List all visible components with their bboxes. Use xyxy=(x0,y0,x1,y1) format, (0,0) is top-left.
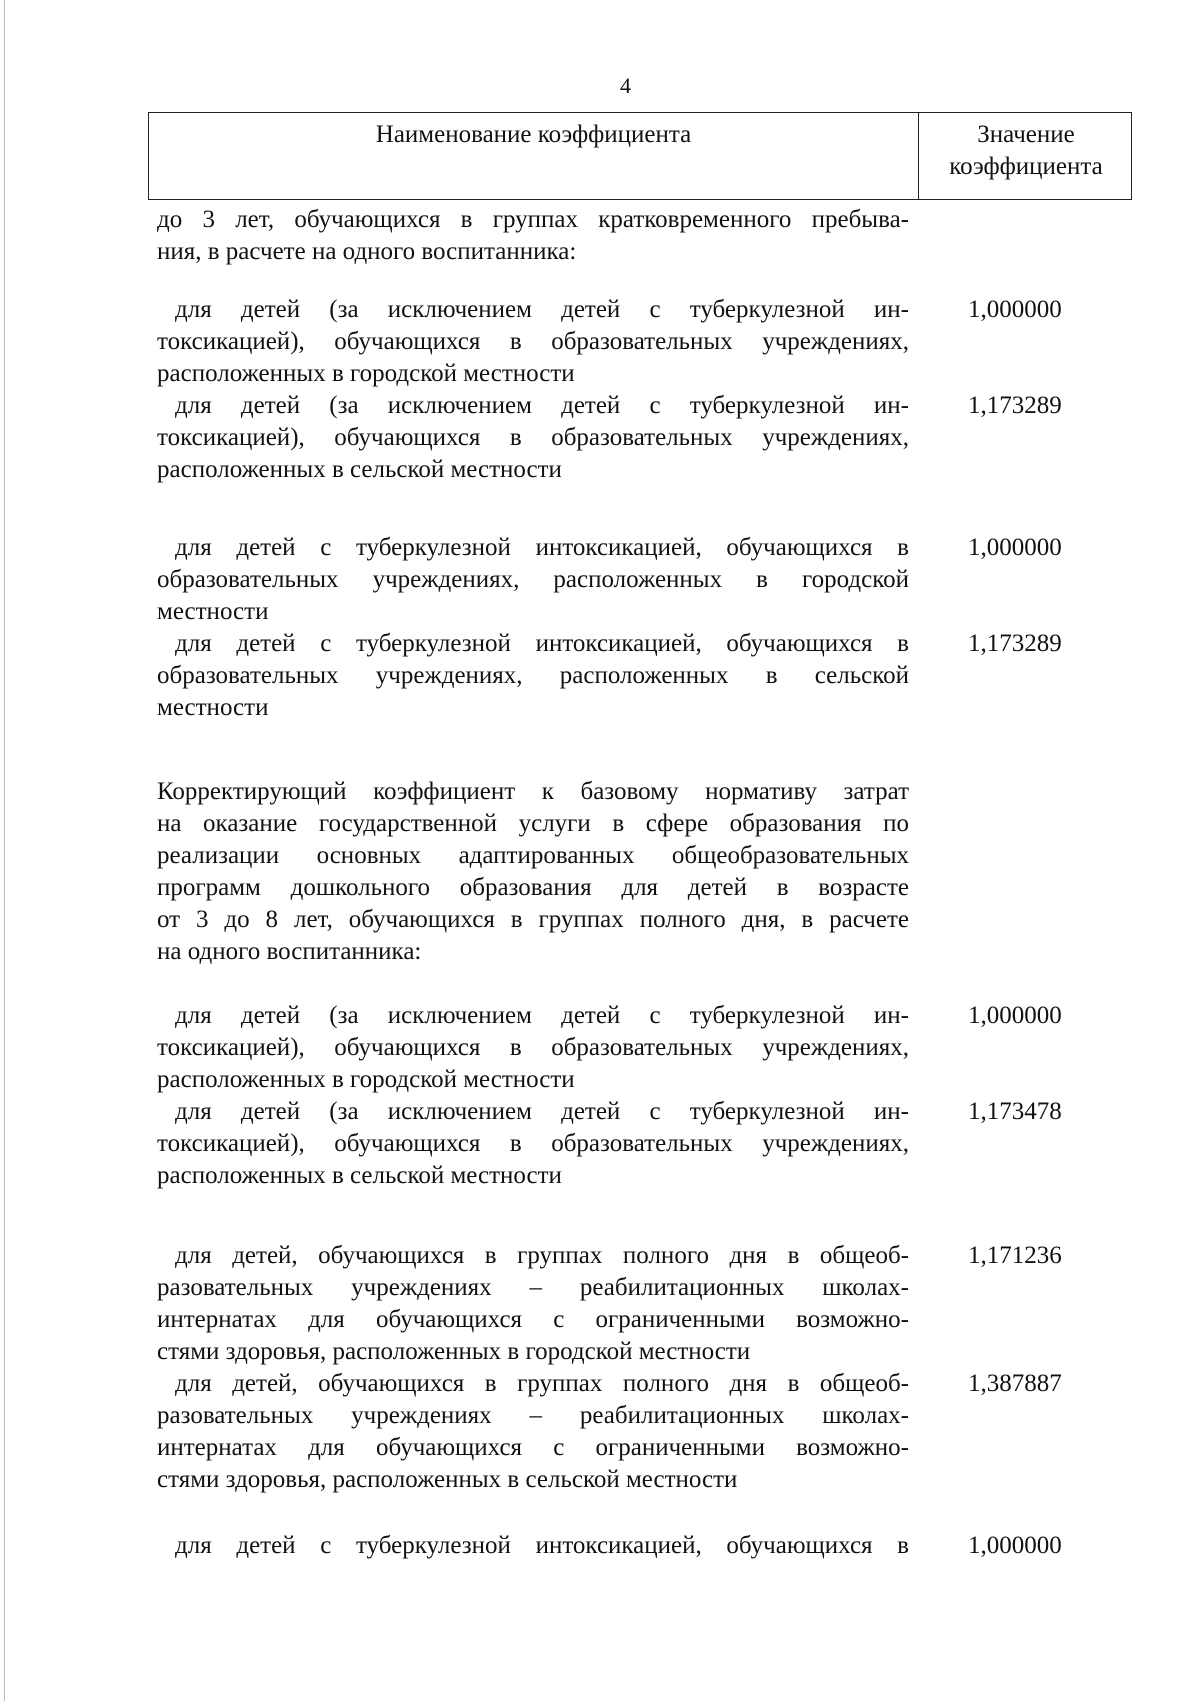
coefficient-row xyxy=(157,1000,909,1096)
coefficient-value: 1,000000 xyxy=(968,1002,1062,1029)
row-text-line: токсикацией), обучающихся в образовательных учреждениях, xyxy=(157,424,909,451)
row-text-line: для детей, обучающихся в группах полного дня в общеоб- xyxy=(175,1242,909,1269)
coefficient-value: 1,000000 xyxy=(968,1532,1062,1559)
coefficient-row xyxy=(157,1530,909,1562)
row-text-line: расположенных в городской местности xyxy=(157,1066,575,1093)
coefficient-row xyxy=(157,532,909,628)
header-value-line2: коэффициента xyxy=(949,153,1103,180)
coefficient-row xyxy=(157,390,909,486)
coefficient-row xyxy=(157,1240,909,1368)
row-text-line: местности xyxy=(157,598,269,625)
coefficient-row xyxy=(157,1096,909,1192)
row-text-line: для детей, обучающихся в группах полного дня в общеоб- xyxy=(175,1370,909,1397)
coefficient-value: 1,173289 xyxy=(968,630,1062,657)
row-text-line: интернатах для обучающихся с ограниченными возможно- xyxy=(157,1306,909,1333)
row-text-line: для детей (за исключением детей с туберкулезной ин- xyxy=(175,1002,909,1029)
row-text-line: токсикацией), обучающихся в образовательных учреждениях, xyxy=(157,1034,909,1061)
row-text-line: для детей с туберкулезной интоксикацией, обучающихся в xyxy=(175,1532,909,1559)
coefficient-row xyxy=(157,628,909,724)
row-text-line: образовательных учреждениях, расположенных в городской xyxy=(157,566,909,593)
row-text-line: разовательных учреждениях – реабилитационных школах- xyxy=(157,1402,909,1429)
row-text-line: для детей (за исключением детей с туберкулезной ин- xyxy=(175,1098,909,1125)
section-paragraph xyxy=(157,776,909,968)
header-value-column xyxy=(919,113,1133,205)
paragraph-line: Корректирующий коэффициент к базовому нормативу затрат xyxy=(157,778,909,805)
paragraph-line: программ дошкольного образования для детей в возрасте xyxy=(157,874,909,901)
coefficient-value: 1,173289 xyxy=(968,392,1062,419)
coefficient-value: 1,000000 xyxy=(968,534,1062,561)
row-text-line: для детей с туберкулезной интоксикацией, обучающихся в xyxy=(175,534,909,561)
row-text-line: стями здоровья, расположенных в городской местности xyxy=(157,1338,751,1365)
coefficient-value: 1,387887 xyxy=(968,1370,1062,1397)
row-text-line: расположенных в сельской местности xyxy=(157,1162,562,1189)
row-text-line: для детей (за исключением детей с туберкулезной ин- xyxy=(175,296,909,323)
row-text-line: интернатах для обучающихся с ограниченными возможно- xyxy=(157,1434,909,1461)
row-text-line: расположенных в сельской местности xyxy=(157,456,562,483)
intro-line: ния, в расчете на одного воспитанника: xyxy=(157,238,577,265)
coefficient-value: 1,173478 xyxy=(968,1098,1062,1125)
row-text-line: стями здоровья, расположенных в сельской местности xyxy=(157,1466,738,1493)
row-text-line: образовательных учреждениях, расположенных в сельской xyxy=(157,662,909,689)
row-text-line: токсикацией), обучающихся в образовательных учреждениях, xyxy=(157,1130,909,1157)
table-header xyxy=(148,112,1132,200)
intro-text xyxy=(157,204,909,268)
row-text-line: для детей с туберкулезной интоксикацией, обучающихся в xyxy=(175,630,909,657)
page-number: 4 xyxy=(620,73,631,98)
coefficient-value: 1,171236 xyxy=(968,1242,1062,1269)
row-text-line: токсикацией), обучающихся в образовательных учреждениях, xyxy=(157,328,909,355)
coefficient-row xyxy=(157,1368,909,1496)
page-edge-line xyxy=(4,0,5,1701)
header-value-line1: Значение xyxy=(977,121,1075,148)
coefficient-value: 1,000000 xyxy=(968,296,1062,323)
row-text-line: расположенных в городской местности xyxy=(157,360,575,387)
paragraph-line: на оказание государственной услуги в сфере образования по xyxy=(157,810,909,837)
paragraph-line: на одного воспитанника: xyxy=(157,938,422,965)
intro-line: до 3 лет, обучающихся в группах кратковременного пребыва- xyxy=(157,206,909,233)
row-text-line: местности xyxy=(157,694,269,721)
row-text-line: разовательных учреждениях – реабилитационных школах- xyxy=(157,1274,909,1301)
header-name-column: Наименование коэффициента xyxy=(149,113,919,199)
coefficient-row xyxy=(157,294,909,390)
paragraph-line: от 3 до 8 лет, обучающихся в группах полного дня, в расчете xyxy=(157,906,909,933)
paragraph-line: реализации основных адаптированных общеобразовательных xyxy=(157,842,909,869)
row-text-line: для детей (за исключением детей с туберкулезной ин- xyxy=(175,392,909,419)
